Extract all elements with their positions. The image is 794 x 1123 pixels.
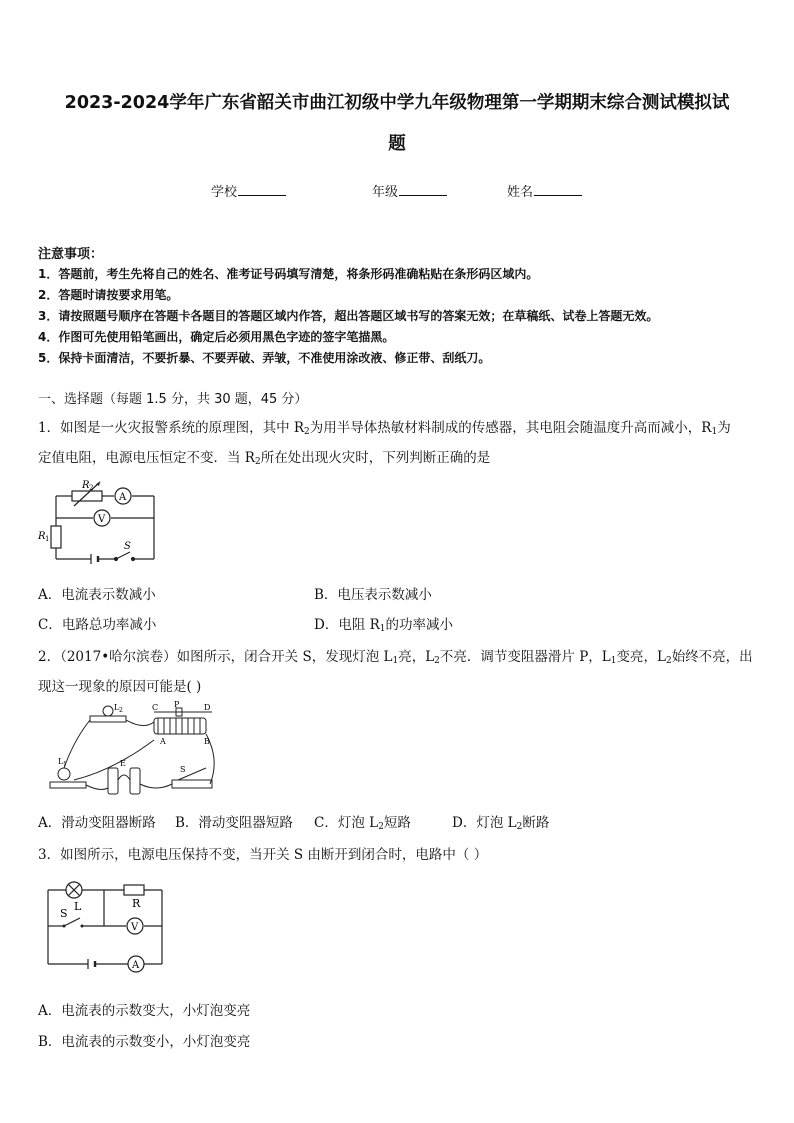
- q2-apparatus-diagram: [44, 700, 224, 800]
- name-blank: [534, 183, 582, 196]
- q3-label-ammeter: A: [132, 960, 140, 971]
- q1-label-switch: S: [124, 541, 131, 552]
- q1-option-c: C．电路总功率减小: [38, 617, 157, 633]
- paper-title-line1: 2023-2024学年广东省韶关市曲江初级中学九年级物理第一学期期末综合测试模拟试: [64, 93, 730, 113]
- q1-label-voltmeter: V: [98, 514, 106, 525]
- section-heading: 一、选择题（每题 1.5 分，共 30 题，45 分）: [38, 392, 308, 407]
- note-item: 5．保持卡面清洁，不要折暴、不要弄破、弄皱，不准使用涂改液、修正带、刮纸刀。: [38, 351, 491, 365]
- grade-blank: [399, 183, 447, 196]
- q2-stem-line2: 现这一现象的原因可能是( ): [38, 679, 202, 695]
- q1-option-a: A．电流表示数减小: [38, 587, 156, 603]
- q2-label-s: S: [180, 765, 186, 774]
- q1-option-b: B．电压表示数减小: [314, 587, 432, 603]
- q2-option-b: B．滑动变阻器短路: [175, 815, 293, 831]
- note-item: 3．请按照题号顺序在答题卡各题目的答题区域内作答，超出答题区域书写的答案无效；在草稿纸、试卷上答题无效。: [38, 309, 659, 323]
- q1-label-ammeter: A: [119, 492, 127, 503]
- q2-option-d: D．灯泡 $L_2$断路: [452, 815, 550, 832]
- notes-heading: 注意事项：: [38, 247, 104, 262]
- q1-stem-line2: 定值电阻，电源电压恒定不变．当 $R_2$所在处出现火灾时，下列判断正确的是: [38, 450, 491, 467]
- q2-option-a: A．滑动变阻器断路: [38, 815, 156, 831]
- q2-label-c: C: [152, 703, 159, 712]
- note-item: 4．作图可先使用铅笔画出，确定后必须用黑色字迹的签字笔描黑。: [38, 330, 395, 344]
- q3-option-b: B．电流表的示数变小，小灯泡变亮: [38, 1034, 251, 1050]
- q2-label-e: E: [120, 759, 126, 768]
- note-item: 1．答题前，考生先将自己的姓名、准考证号码填写清楚，将条形码准确粘贴在条形码区域内。: [38, 267, 539, 281]
- name-field: [507, 181, 582, 200]
- q2-label-b: B: [204, 737, 210, 746]
- grade-field: [372, 181, 447, 200]
- q1-circuit-diagram: [36, 476, 160, 566]
- svg-text:2: 2: [89, 484, 94, 492]
- q2-stem-line1: 2．（2017•哈尔滨卷）如图所示，闭合开关 S，发现灯泡 $L_1$亮，$L_2$不亮．调节变阻器滑片 P，$L_1$变亮，$L_2$始终不亮，出: [38, 649, 753, 666]
- q3-option-a: A．电流表的示数变大，小灯泡变亮: [38, 1003, 251, 1019]
- q1-label-r2: R: [82, 480, 90, 491]
- school-blank: [238, 183, 286, 196]
- school-label: 学校: [211, 185, 238, 200]
- q3-label-voltmeter: V: [131, 922, 139, 933]
- q2-label-l1: L: [58, 757, 64, 766]
- q2-label-a: A: [160, 737, 166, 746]
- q1-option-d: D．电阻 $R_1$的功率减小: [314, 617, 454, 634]
- q3-label-switch: S: [60, 907, 68, 920]
- q3-label-resistor: R: [132, 897, 141, 910]
- svg-text:1: 1: [45, 535, 50, 543]
- q2-label-p: P: [174, 700, 180, 709]
- school-field: [211, 181, 286, 200]
- q3-circuit-diagram: [44, 874, 174, 974]
- paper-title-line2: 题: [388, 134, 406, 154]
- name-label: 姓名: [507, 185, 534, 200]
- q1-label-r1: R: [38, 531, 46, 542]
- note-item: 2．答题时请按要求用笔。: [38, 288, 179, 302]
- q2-label-l2: L: [114, 703, 120, 712]
- q3-label-lamp: L: [74, 900, 82, 913]
- q2-option-c: C．灯泡 $L_2$短路: [314, 815, 411, 832]
- grade-label: 年级: [372, 185, 399, 200]
- q3-stem: 3．如图所示，电源电压保持不变，当开关 S 由断开到闭合时，电路中（ ）: [38, 847, 488, 863]
- svg-text:1: 1: [63, 761, 67, 768]
- q1-stem-line1: 1．如图是一火灾报警系统的原理图，其中 $R_2$为用半导体热敏材料制成的传感器，其电阻会随温度升高而减小，$R_1$为: [38, 420, 731, 437]
- q2-label-d: D: [204, 703, 211, 712]
- svg-text:2: 2: [119, 707, 123, 714]
